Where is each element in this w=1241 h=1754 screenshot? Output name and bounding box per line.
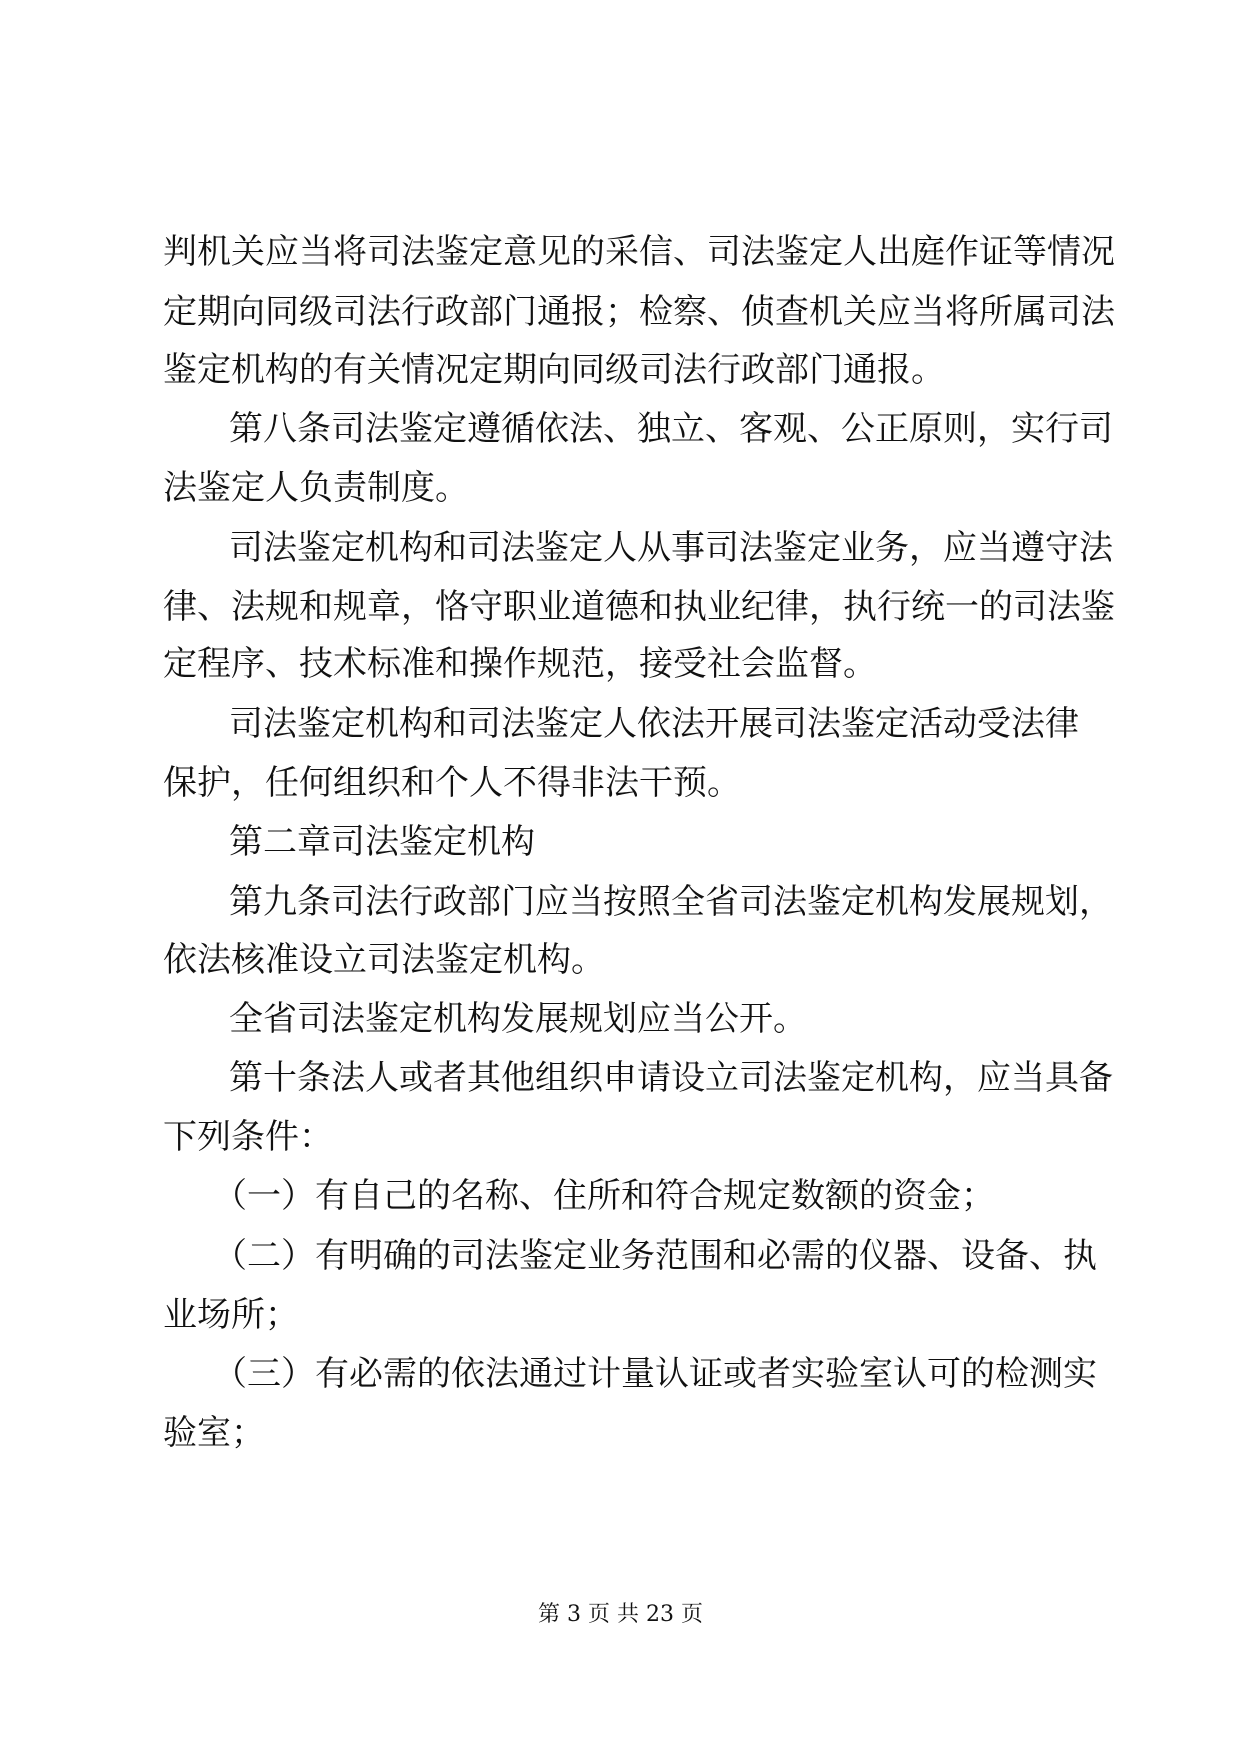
paragraph-first-line: 第十条法人或者其他组织申请设立司法鉴定机构，应当具备 [229,1058,1113,1098]
paragraph-first-line: 司法鉴定机构和司法鉴定人依法开展司法鉴定活动受法律 [229,704,1079,744]
text-line: 保护，任何组织和个人不得非法干预。 [163,763,741,803]
text-line: 下列条件： [163,1117,333,1157]
paragraph-first-line: 司法鉴定机构和司法鉴定人从事司法鉴定业务，应当遵守法 [229,528,1113,568]
text-line: 定程序、技术标准和操作规范，接受社会监督。 [163,644,877,684]
list-item: （三）有必需的依法通过计量认证或者实验室认可的检测实 [213,1354,1097,1394]
list-item: （二）有明确的司法鉴定业务范围和必需的仪器、设备、执 [213,1236,1097,1276]
text-line: 业场所； [163,1295,299,1335]
chapter-heading: 第二章司法鉴定机构 [229,822,535,862]
text-line: 定期向同级司法行政部门通报；检察、侦查机关应当将所属司法 [163,292,1115,332]
text-line: 律、法规和规章，恪守职业道德和执业纪律，执行统一的司法鉴 [163,587,1115,627]
paragraph-first-line: 全省司法鉴定机构发展规划应当公开。 [229,999,807,1039]
page-number-footer: 第 3 页 共 23 页 [538,1602,703,1627]
text-line: 判机关应当将司法鉴定意见的采信、司法鉴定人出庭作证等情况 [163,232,1115,272]
paragraph-first-line: 第八条司法鉴定遵循依法、独立、客观、公正原则，实行司 [229,409,1113,449]
list-item: （一）有自己的名称、住所和符合规定数额的资金； [213,1176,995,1216]
text-line: 法鉴定人负责制度。 [163,468,469,508]
text-line: 验室； [163,1413,265,1453]
text-line: 鉴定机构的有关情况定期向同级司法行政部门通报。 [163,350,945,390]
text-line: 依法核准设立司法鉴定机构。 [163,940,605,980]
paragraph-first-line: 第九条司法行政部门应当按照全省司法鉴定机构发展规划， [229,882,1113,922]
